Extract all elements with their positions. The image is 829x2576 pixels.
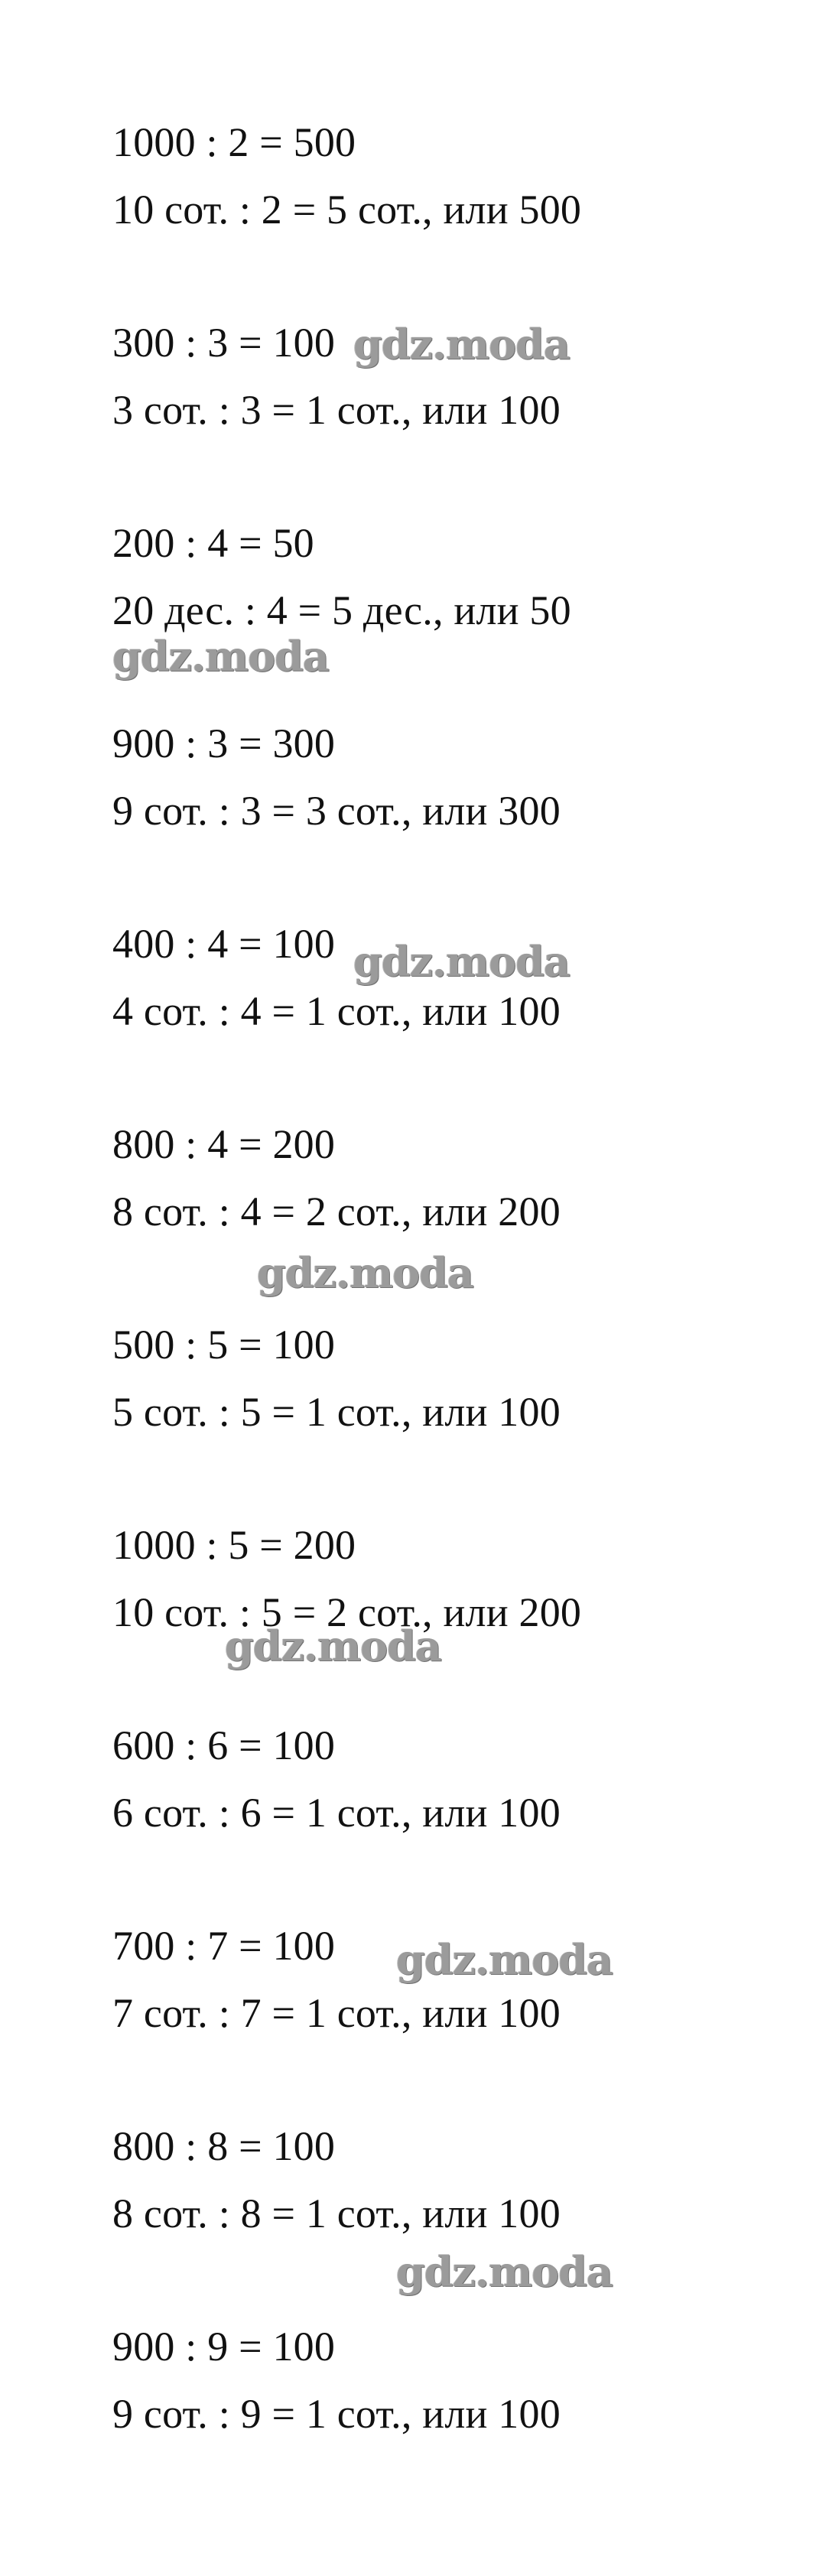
expression-line: 600 : 6 = 100 (112, 1722, 336, 1768)
expression-line: 400 : 4 = 100 (112, 921, 336, 967)
explanation-line: 8 сот. : 4 = 2 сот., или 200 (112, 1189, 561, 1234)
explanation-line: 7 сот. : 7 = 1 сот., или 100 (112, 1990, 561, 2036)
explanation-line: 5 сот. : 5 = 1 сот., или 100 (112, 1389, 561, 1435)
watermark: gdz.moda (112, 632, 329, 681)
expression-line: 500 : 5 = 100 (112, 1322, 336, 1368)
expression-line: 1000 : 5 = 200 (112, 1522, 356, 1568)
explanation-line: 10 сот. : 5 = 2 сот., или 200 (112, 1589, 582, 1635)
expression-line: 800 : 4 = 200 (112, 1121, 336, 1167)
explanation-line: 10 сот. : 2 = 5 сот., или 500 (112, 187, 582, 233)
watermark: gdz.moda (396, 1935, 613, 1984)
explanation-line: 9 сот. : 9 = 1 сот., или 100 (112, 2391, 561, 2437)
explanation-line: 20 дес. : 4 = 5 дес., или 50 (112, 587, 571, 633)
explanation-line: 9 сот. : 3 = 3 сот., или 300 (112, 788, 561, 834)
expression-line: 800 : 8 = 100 (112, 2123, 336, 2169)
watermark: gdz.moda (353, 937, 570, 986)
expression-line: 300 : 3 = 100 (112, 320, 336, 366)
expression-line: 200 : 4 = 50 (112, 520, 314, 566)
expression-line: 900 : 9 = 100 (112, 2324, 336, 2369)
watermark: gdz.moda (225, 1621, 441, 1670)
explanation-line: 8 сот. : 8 = 1 сот., или 100 (112, 2191, 561, 2236)
expression-line: 900 : 3 = 300 (112, 720, 336, 766)
watermark: gdz.moda (396, 2247, 613, 2296)
explanation-line: 3 сот. : 3 = 1 сот., или 100 (112, 387, 561, 433)
watermark: gdz.moda (257, 1248, 473, 1297)
watermark: gdz.moda (353, 320, 570, 369)
explanation-line: 4 сот. : 4 = 1 сот., или 100 (112, 988, 561, 1034)
expression-line: 700 : 7 = 100 (112, 1923, 336, 1969)
expression-line: 1000 : 2 = 500 (112, 119, 356, 165)
explanation-line: 6 сот. : 6 = 1 сот., или 100 (112, 1790, 561, 1836)
